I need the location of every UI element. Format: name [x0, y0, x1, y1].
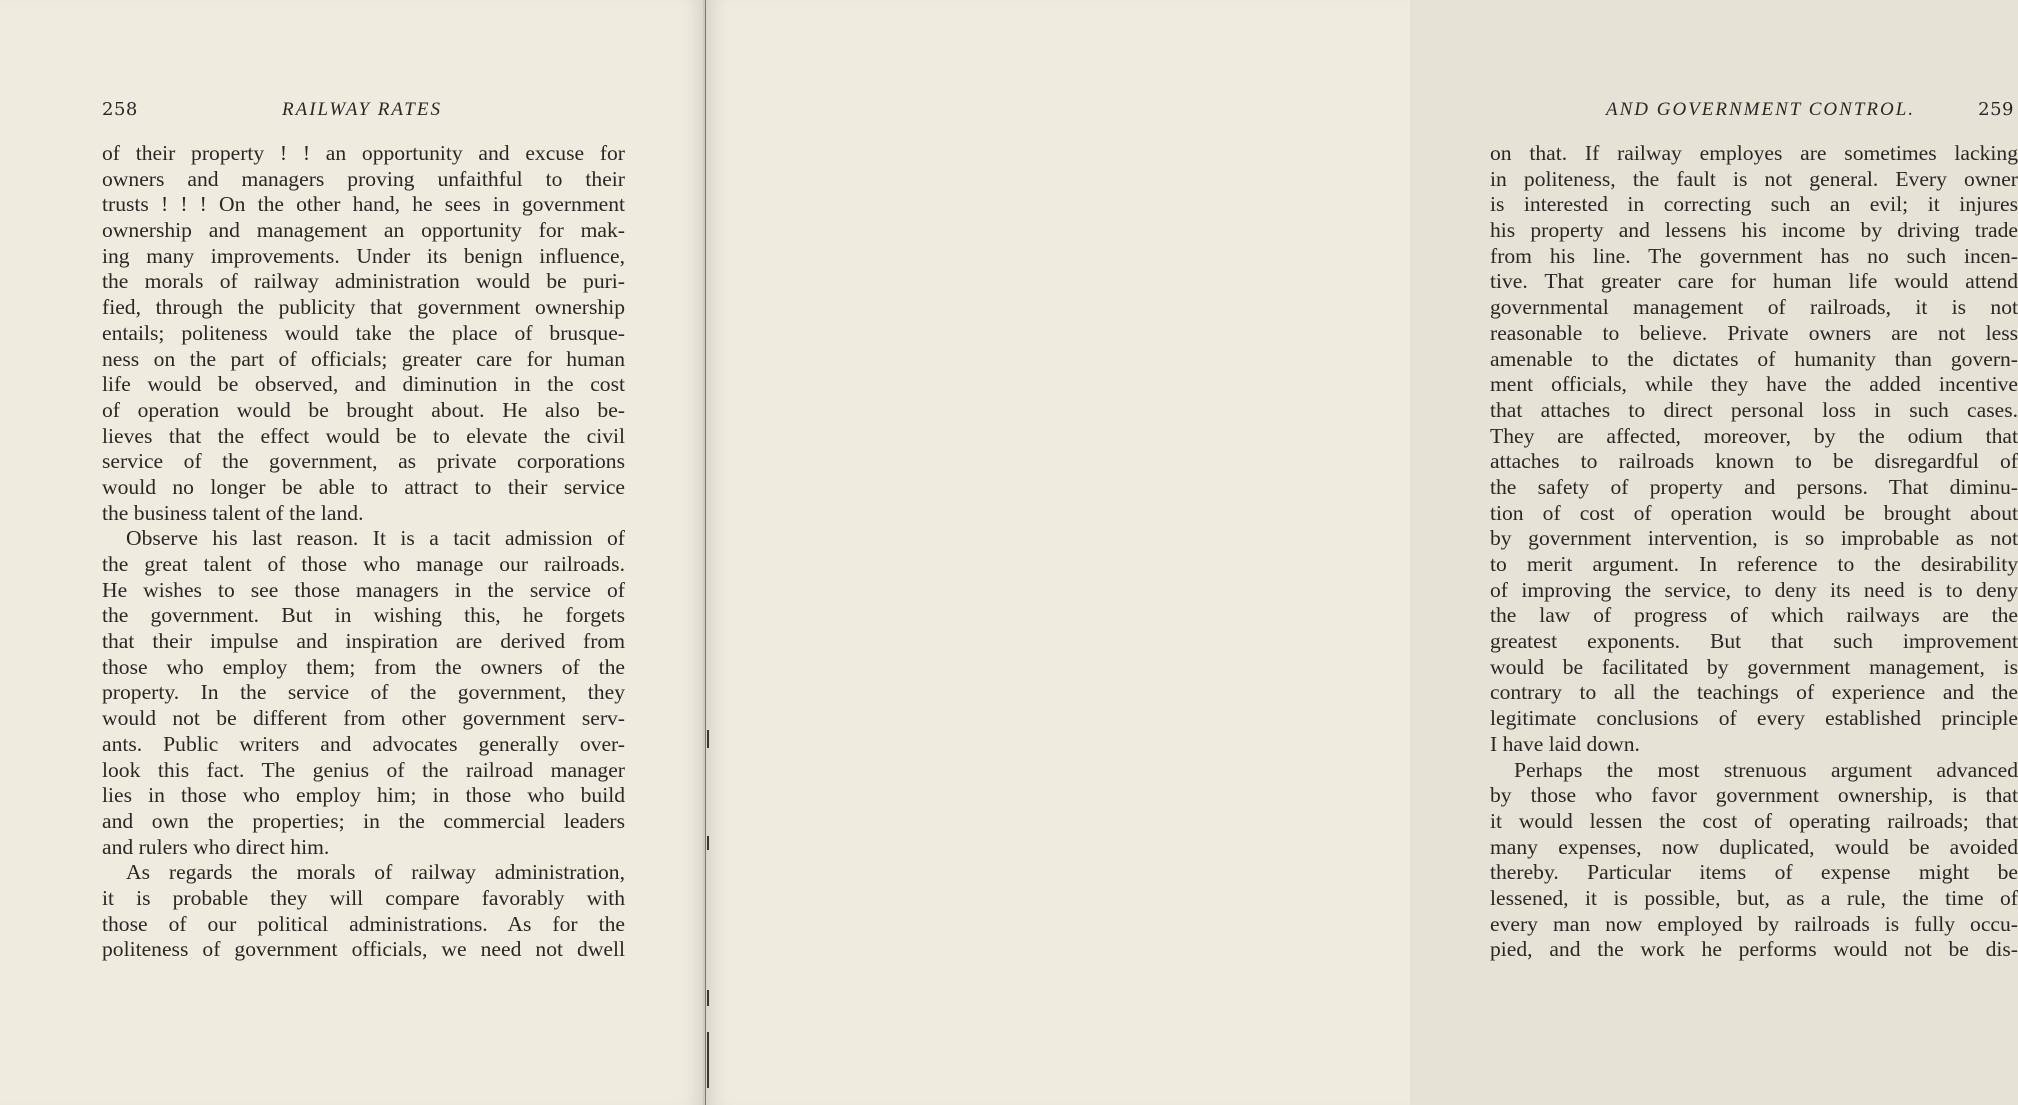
- right-page-header: [1490, 98, 2016, 122]
- right-page-body: [1490, 141, 2018, 963]
- text-line: from his line. The government has no such incen-: [1490, 243, 2018, 268]
- left-page-number: 258: [102, 99, 138, 120]
- text-line: Perhaps the most strenuous argument advanced: [1514, 757, 2018, 782]
- text-line: ment officials, while they have the added incentive: [1490, 372, 2018, 397]
- text-line: the law of progress of which railways are the: [1490, 603, 2018, 628]
- text-line: thereby. Particular items of expense might be: [1490, 860, 2018, 885]
- text-line: lies in those who employ him; in those who build: [102, 783, 625, 808]
- text-line: tion of cost of operation would be brought about: [1490, 500, 2018, 525]
- left-running-head: RAILWAY RATES: [282, 99, 442, 120]
- text-line: it is probable they will compare favorably with: [102, 885, 625, 910]
- text-line: that attaches to direct personal loss in such cases.: [1490, 397, 2018, 422]
- text-line: reasonable to believe. Private owners are not less: [1490, 320, 2018, 345]
- text-line: trusts ! ! ! On the other hand, he sees in government: [102, 192, 625, 217]
- text-line: politeness of government officials, we need not dwell: [102, 937, 625, 962]
- text-line: the business talent of the land.: [102, 500, 364, 525]
- text-line: They are affected, moreover, by the odium that: [1490, 423, 2018, 448]
- left-page: [0, 0, 704, 1105]
- text-line: of operation would be brought about. He also be-: [102, 397, 625, 422]
- right-page-number: 259: [1978, 99, 2014, 120]
- text-line: those of our political administrations. As for the: [102, 911, 625, 936]
- text-line: would no longer be able to attract to their service: [102, 474, 625, 499]
- text-line: lieves that the effect would be to elevate the civil: [102, 423, 625, 448]
- text-line: fied, through the publicity that government ownership: [102, 295, 625, 320]
- text-line: by government intervention, is so improbable as not: [1490, 526, 2018, 551]
- text-line: greatest exponents. But that such improvement: [1490, 629, 2018, 654]
- text-line: pied, and the work he performs would not be dis-: [1490, 937, 2018, 962]
- text-line: and rulers who direct him.: [102, 834, 330, 859]
- text-line: and own the properties; in the commercial leaders: [102, 808, 625, 833]
- text-line: the government. But in wishing this, he forgets: [102, 603, 625, 628]
- text-line: legitimate conclusions of every established principle: [1490, 706, 2018, 731]
- text-line: on that. If railway employes are sometimes lacking: [1490, 141, 2018, 165]
- text-line: ownership and management an opportunity for mak-: [102, 218, 625, 243]
- right-page: [706, 0, 2018, 1105]
- gutter-mark: [707, 730, 709, 748]
- text-line: life would be observed, and diminution in the cost: [102, 372, 625, 397]
- text-line: by those who favor government ownership, is that: [1490, 783, 2018, 808]
- text-line: ants. Public writers and advocates generally over-: [102, 731, 625, 756]
- left-page-header: [102, 98, 624, 122]
- text-line: ness on the part of officials; greater care for human: [102, 346, 625, 371]
- text-line: contrary to all the teachings of experience and the: [1490, 680, 2018, 705]
- left-page-body: [102, 141, 625, 963]
- text-line: the great talent of those who manage our railroads.: [102, 552, 625, 576]
- right-running-head: AND GOVERNMENT CONTROL.: [1606, 99, 1916, 120]
- gutter-mark: [707, 836, 709, 850]
- text-line: the safety of property and persons. That diminu-: [1490, 474, 2018, 499]
- text-line: He wishes to see those managers in the service of: [102, 577, 625, 602]
- text-line: it would lessen the cost of operating railroads; that: [1490, 808, 2018, 833]
- text-line: owners and managers proving unfaithful to their: [102, 166, 625, 191]
- text-line: the morals of railway administration would be puri-: [102, 269, 625, 294]
- text-line: ing many improvements. Under its benign influence,: [102, 243, 625, 268]
- text-line: to merit argument. In reference to the desirability: [1490, 552, 2018, 576]
- text-line: As regards the morals of railway administration,: [126, 860, 625, 885]
- text-line: of improving the service, to deny its need is to deny: [1490, 577, 2018, 602]
- text-line: entails; politeness would take the place of brusque-: [102, 320, 625, 345]
- text-line: those who employ them; from the owners of the: [102, 654, 625, 679]
- text-line: I have laid down.: [1490, 731, 1640, 756]
- gutter-mark: [707, 990, 709, 1006]
- text-line: that their impulse and inspiration are derived from: [102, 629, 625, 654]
- text-line: Observe his last reason. It is a tacit admission of: [126, 526, 625, 551]
- text-line: of their property ! ! an opportunity and excuse for: [102, 141, 625, 165]
- text-line: his property and lessens his income by driving trade: [1490, 218, 2018, 243]
- text-line: look this fact. The genius of the railroad manager: [102, 757, 625, 782]
- gutter-mark: [707, 1032, 709, 1088]
- text-line: in politeness, the fault is not general. Every owner: [1490, 166, 2018, 191]
- text-line: is interested in correcting such an evil; it injures: [1490, 192, 2018, 217]
- text-line: service of the government, as private corporations: [102, 449, 625, 474]
- text-line: tive. That greater care for human life would attend: [1490, 269, 2018, 294]
- text-line: every man now employed by railroads is fully occu-: [1490, 911, 2018, 936]
- text-line: lessened, it is possible, but, as a rule, the time of: [1490, 885, 2018, 910]
- text-line: would not be different from other government serv-: [102, 706, 625, 731]
- text-line: many expenses, now duplicated, would be avoided: [1490, 834, 2018, 859]
- text-line: attaches to railroads known to be disregardful of: [1490, 449, 2018, 474]
- text-line: would be facilitated by government management, is: [1490, 654, 2018, 679]
- text-line: amenable to the dictates of humanity than govern-: [1490, 346, 2018, 371]
- text-line: property. In the service of the government, they: [102, 680, 625, 705]
- text-line: governmental management of railroads, it is not: [1490, 295, 2018, 320]
